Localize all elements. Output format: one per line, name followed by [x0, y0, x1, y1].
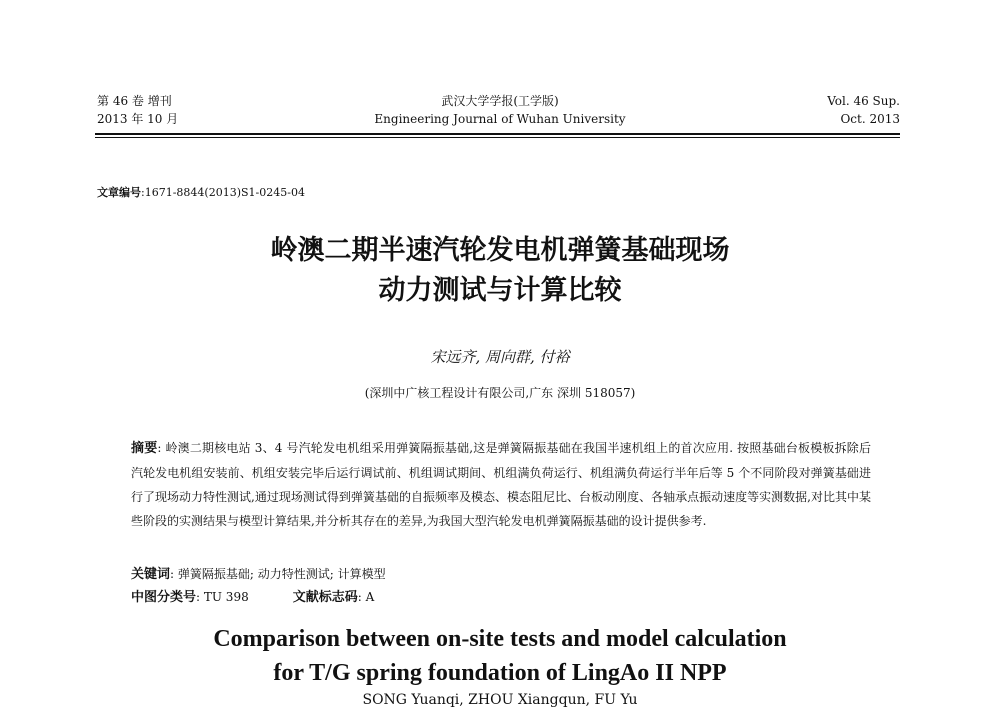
publication-date-en: Oct. 2013	[840, 112, 900, 126]
journal-name	[300, 92, 700, 128]
journal-name-en: Engineering Journal of Wuhan University	[374, 112, 626, 126]
affiliation-cn: (深圳中广核工程设计有限公司,广东 深圳 518057)	[364, 386, 636, 400]
volume-issue: 第 46 卷 增刊	[97, 94, 172, 108]
title-cn-line1: 岭澳二期半速汽轮发电机弹簧基础现场	[270, 235, 730, 266]
doc-code-label: 文献标志码	[292, 590, 358, 605]
journal-name-cn: 武汉大学学报(工学版)	[441, 94, 559, 108]
journal-volume-info-en	[827, 92, 900, 128]
header-rule-thick	[95, 133, 900, 135]
keywords-label: 关键词	[131, 567, 171, 582]
title-en-line1: Comparison between on-site tests and model calculation	[213, 626, 787, 652]
title-en	[0, 622, 1000, 690]
article-number	[97, 184, 305, 200]
title-en-line2: for T/G spring foundation of LingAo II NPP	[273, 660, 727, 686]
header-rule-thin	[95, 137, 900, 138]
authors-cn: 宋远齐, 周向群, 付裕	[430, 348, 570, 366]
article-number-label: 文章编号	[97, 186, 141, 199]
publication-date-cn: 2013 年 10 月	[97, 112, 179, 126]
authors-en: SONG Yuanqi, ZHOU Xiangqun, FU Yu	[362, 692, 638, 708]
classification	[131, 586, 374, 605]
clc-label: 中图分类号	[131, 590, 197, 605]
clc-value: : TU 398	[196, 590, 249, 604]
keywords	[131, 563, 386, 582]
journal-volume-info	[97, 92, 178, 128]
article-number-value: :1671-8844(2013)S1-0245-04	[141, 186, 305, 199]
keywords-text: : 弹簧隔振基础; 动力特性测试; 计算模型	[170, 567, 386, 581]
title-cn	[0, 231, 1000, 311]
abstract-label: 摘要	[131, 441, 158, 456]
volume-issue-en: Vol. 46 Sup.	[827, 94, 900, 108]
abstract-text: : 岭澳二期核电站 3、4 号汽轮发电机组采用弹簧隔振基础,这是弹簧隔振基础在我国半速机组上的首次应用. 按照基础台板模板拆除后汽轮发电机组安装前、机组安装完毕后运行调试前、机组调试期间、机组满负荷运行、机组满负荷运行半年后等 5 个不同阶段对弹簧基础进行了现场动力特性测试,通过现场测试得到弹簧基础的自振频率及模态、模态阻尼比、台板动刚度、各轴承点振动速度等实测数据,对比其中某些阶段的实测结果与模型计算结果,并分析其存在的差异,为我国大型汽轮发电机弹簧隔振基础的设计提供参考.	[131, 441, 871, 528]
doc-code-value: : A	[357, 590, 375, 604]
abstract	[131, 436, 871, 533]
title-cn-line2: 动力测试与计算比较	[378, 275, 622, 306]
